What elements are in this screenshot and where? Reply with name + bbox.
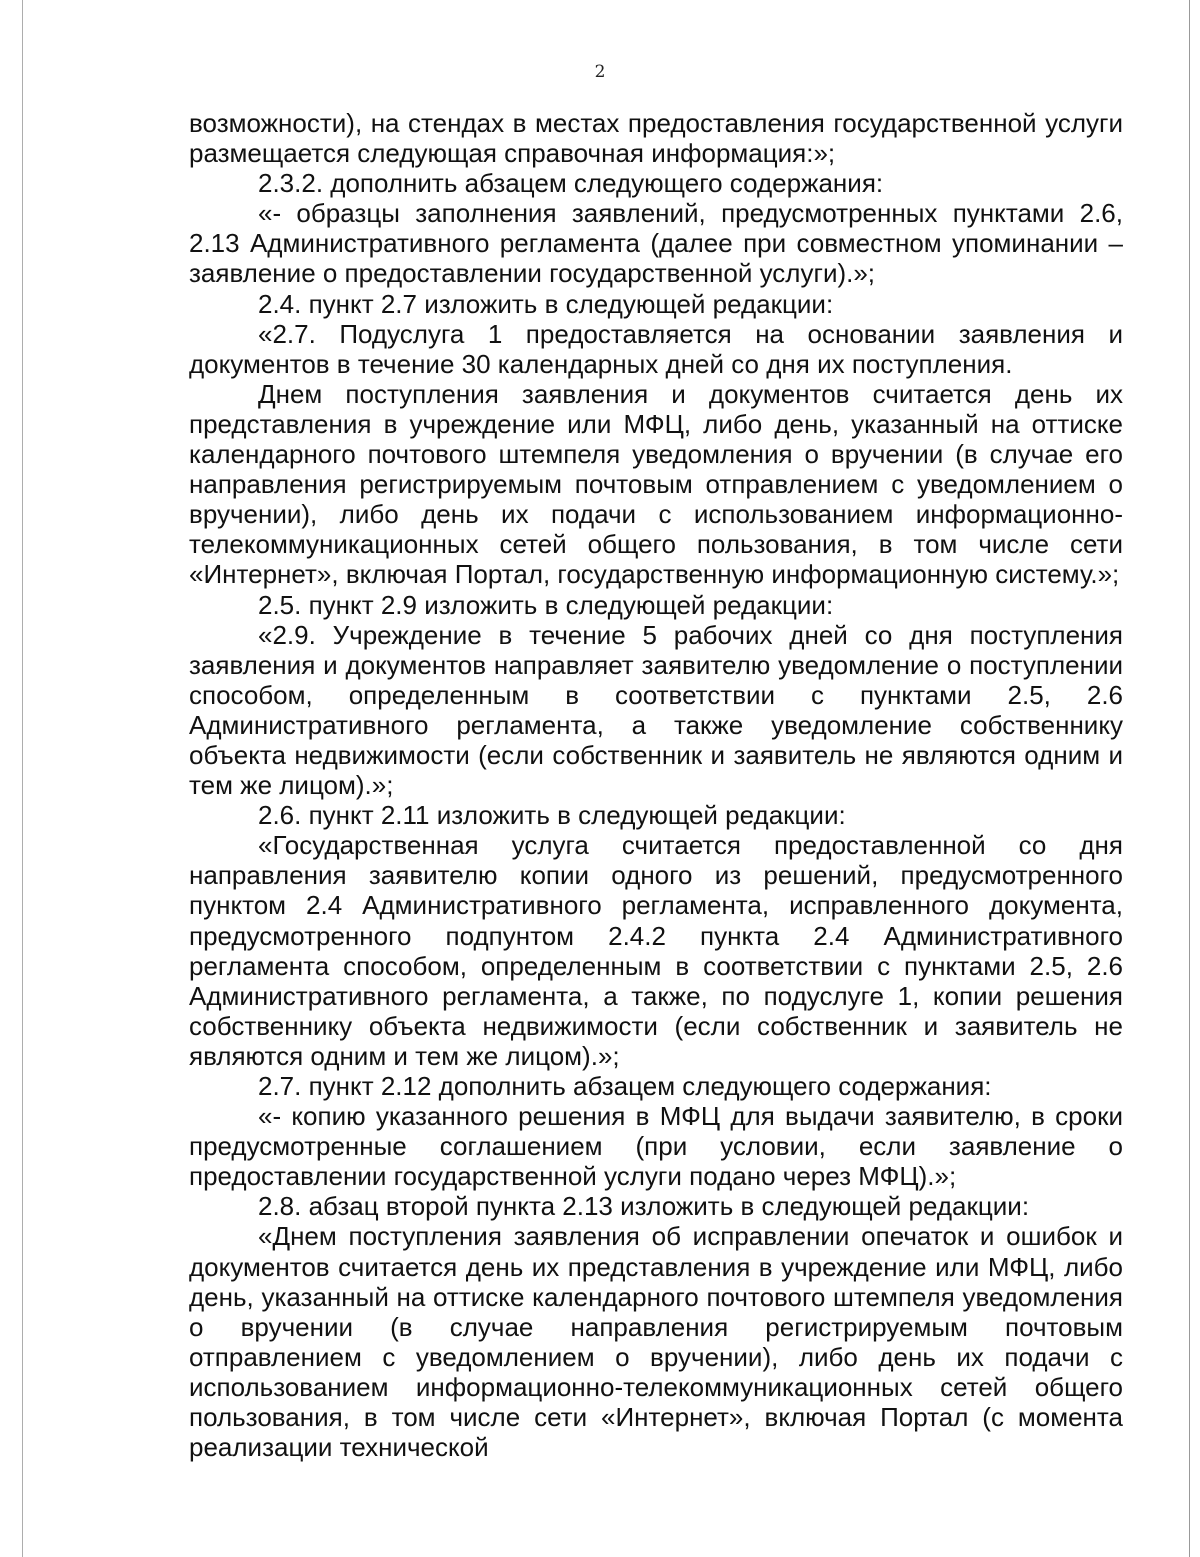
paragraph: «2.7. Подуслуга 1 предоставляется на основании заявления и документов в течение 30 календарных дней со дня их поступления.	[189, 318, 1123, 379]
paragraph: «2.9. Учреждение в течение 5 рабочих дней со дня поступления заявления и документов направляет заявителю уведомление о поступлении способом, определенным в соответствии с пунктами 2.5, 2.6 Административного регламента, а также уведомление собственнику объекта недвижимости (если собственник и заявитель не являются одним и тем же лицом).»;	[189, 619, 1123, 801]
scan-edge-left	[22, 0, 23, 1557]
page-number: 2	[594, 62, 606, 82]
paragraph: «- копию указанного решения в МФЦ для выдачи заявителю, в сроки предусмотренные соглашением (при условии, если заявление о предоставлении государственной услуги подано через МФЦ).»;	[189, 1101, 1123, 1192]
paragraph: 2.7. пункт 2.12 дополнить абзацем следующего содержания:	[258, 1071, 992, 1101]
paragraph: 2.3.2. дополнить абзацем следующего содержания:	[258, 168, 884, 199]
paragraph: «- образцы заполнения заявлений, предусмотренных пунктами 2.6, 2.13 Административного регламента (далее при совместном упоминании – заявление о предоставлении государственной услуги).»;	[189, 198, 1123, 289]
paragraph: 2.4. пункт 2.7 изложить в следующей редакции:	[258, 288, 834, 319]
paragraph: 2.8. абзац второй пункта 2.13 изложить в следующей редакции:	[258, 1191, 1030, 1222]
paragraph: «Днем поступления заявления об исправлении опечаток и ошибок и документов считается день их представления в учреждение или МФЦ, либо день, указанный на оттиске календарного почтового штемпеля уведомления о вручении (в случае направления регистрируемым почтовым отправлением с уведомлением о вручении), либо день их подачи с использованием информационно-телекоммуникационных сетей общего пользования, в том числе сети «Интернет», включая Портал (с момента реализации технической	[189, 1221, 1123, 1463]
paragraph: 2.5. пункт 2.9 изложить в следующей редакции:	[258, 589, 834, 620]
document-body	[189, 108, 1123, 1462]
paragraph: 2.6. пункт 2.11 изложить в следующей редакции:	[258, 800, 846, 831]
paragraph: «Государственная услуга считается предоставленной со дня направления заявителю копии одного из решений, предусмотренного пунктом 2.4 Административного регламента, исправленного документа, предусмотренного подпунтом 2.4.2 пункта 2.4 Административного регламента способом, определенным в соответствии с пунктами 2.5, 2.6 Административного регламента, а также, по подуслуге 1, копии решения собственнику объекта недвижимости (если собственник и заявитель не являются одним и тем же лицом).»;	[189, 830, 1123, 1071]
paragraph: Днем поступления заявления и документов считается день их представления в учреждение или МФЦ, либо день, указанный на оттиске календарного почтового штемпеля уведомления о вручении (в случае его направления регистрируемым почтовым отправлением с уведомлением о вручении), либо день их подачи с использованием информационно-телекоммуникационных сетей общего пользования, в том числе сети «Интернет», включая Портал, государственную информационную систему.»;	[189, 378, 1123, 590]
scan-edge-right	[1189, 0, 1190, 1557]
paragraph-continuation: возможности), на стендах в местах предоставления государственной услуги размещается следующая справочная информация:»;	[189, 108, 1123, 169]
